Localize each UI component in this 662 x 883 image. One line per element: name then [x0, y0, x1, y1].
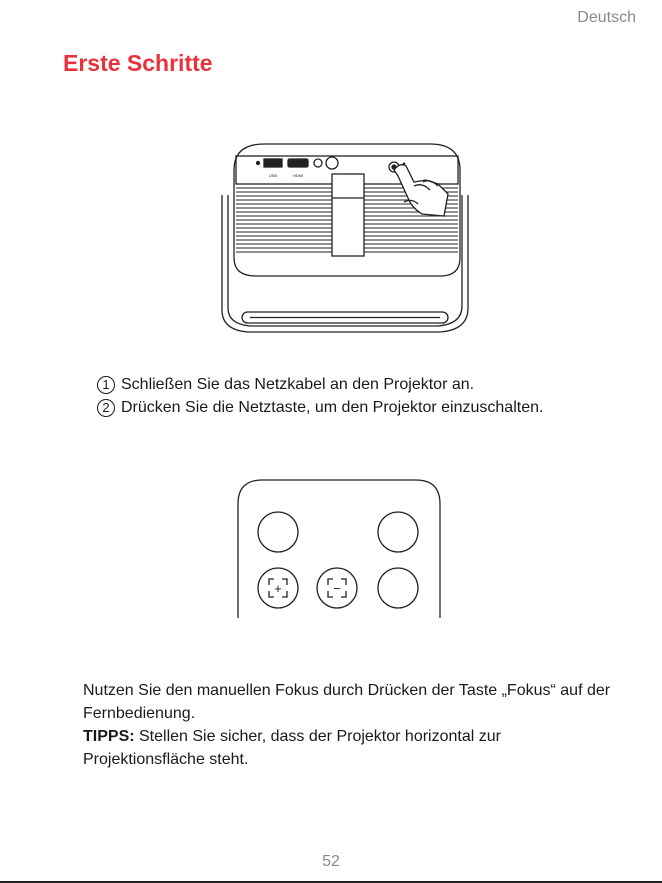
step-text: Schließen Sie das Netzkabel an den Projektor an. [121, 376, 475, 393]
step-text: Drücken Sie die Netztaste, um den Projektor einzuschalten. [121, 399, 544, 416]
usb-port-label: USB [268, 173, 278, 178]
svg-text:+: + [274, 581, 282, 596]
language-label: Deutsch [577, 9, 636, 26]
steps-list [97, 373, 543, 419]
step-item [97, 396, 543, 419]
projector-illustration [218, 140, 478, 340]
tips-paragraph [83, 725, 623, 771]
svg-text:−: − [333, 581, 341, 596]
focus-plus-icon [258, 568, 298, 608]
step-number: 2 [97, 399, 115, 417]
page-number: 52 [322, 853, 340, 870]
tips-label: TIPPS: [83, 728, 135, 745]
focus-paragraph: Nutzen Sie den manuellen Fokus durch Drücken der Taste „Fokus“ auf der Fernbedienung. [83, 682, 611, 722]
focus-minus-icon [317, 568, 357, 608]
step-number: 1 [97, 376, 115, 394]
hdmi-port-label: HDMI [292, 173, 304, 178]
focus-instructions [83, 679, 623, 771]
step-item [97, 373, 543, 396]
page-title: Erste Schritte [63, 50, 213, 76]
tips-text: Stellen Sie sicher, dass der Projektor horizontal zur Projektionsfläche steht. [83, 728, 501, 768]
remote-illustration [236, 478, 444, 622]
